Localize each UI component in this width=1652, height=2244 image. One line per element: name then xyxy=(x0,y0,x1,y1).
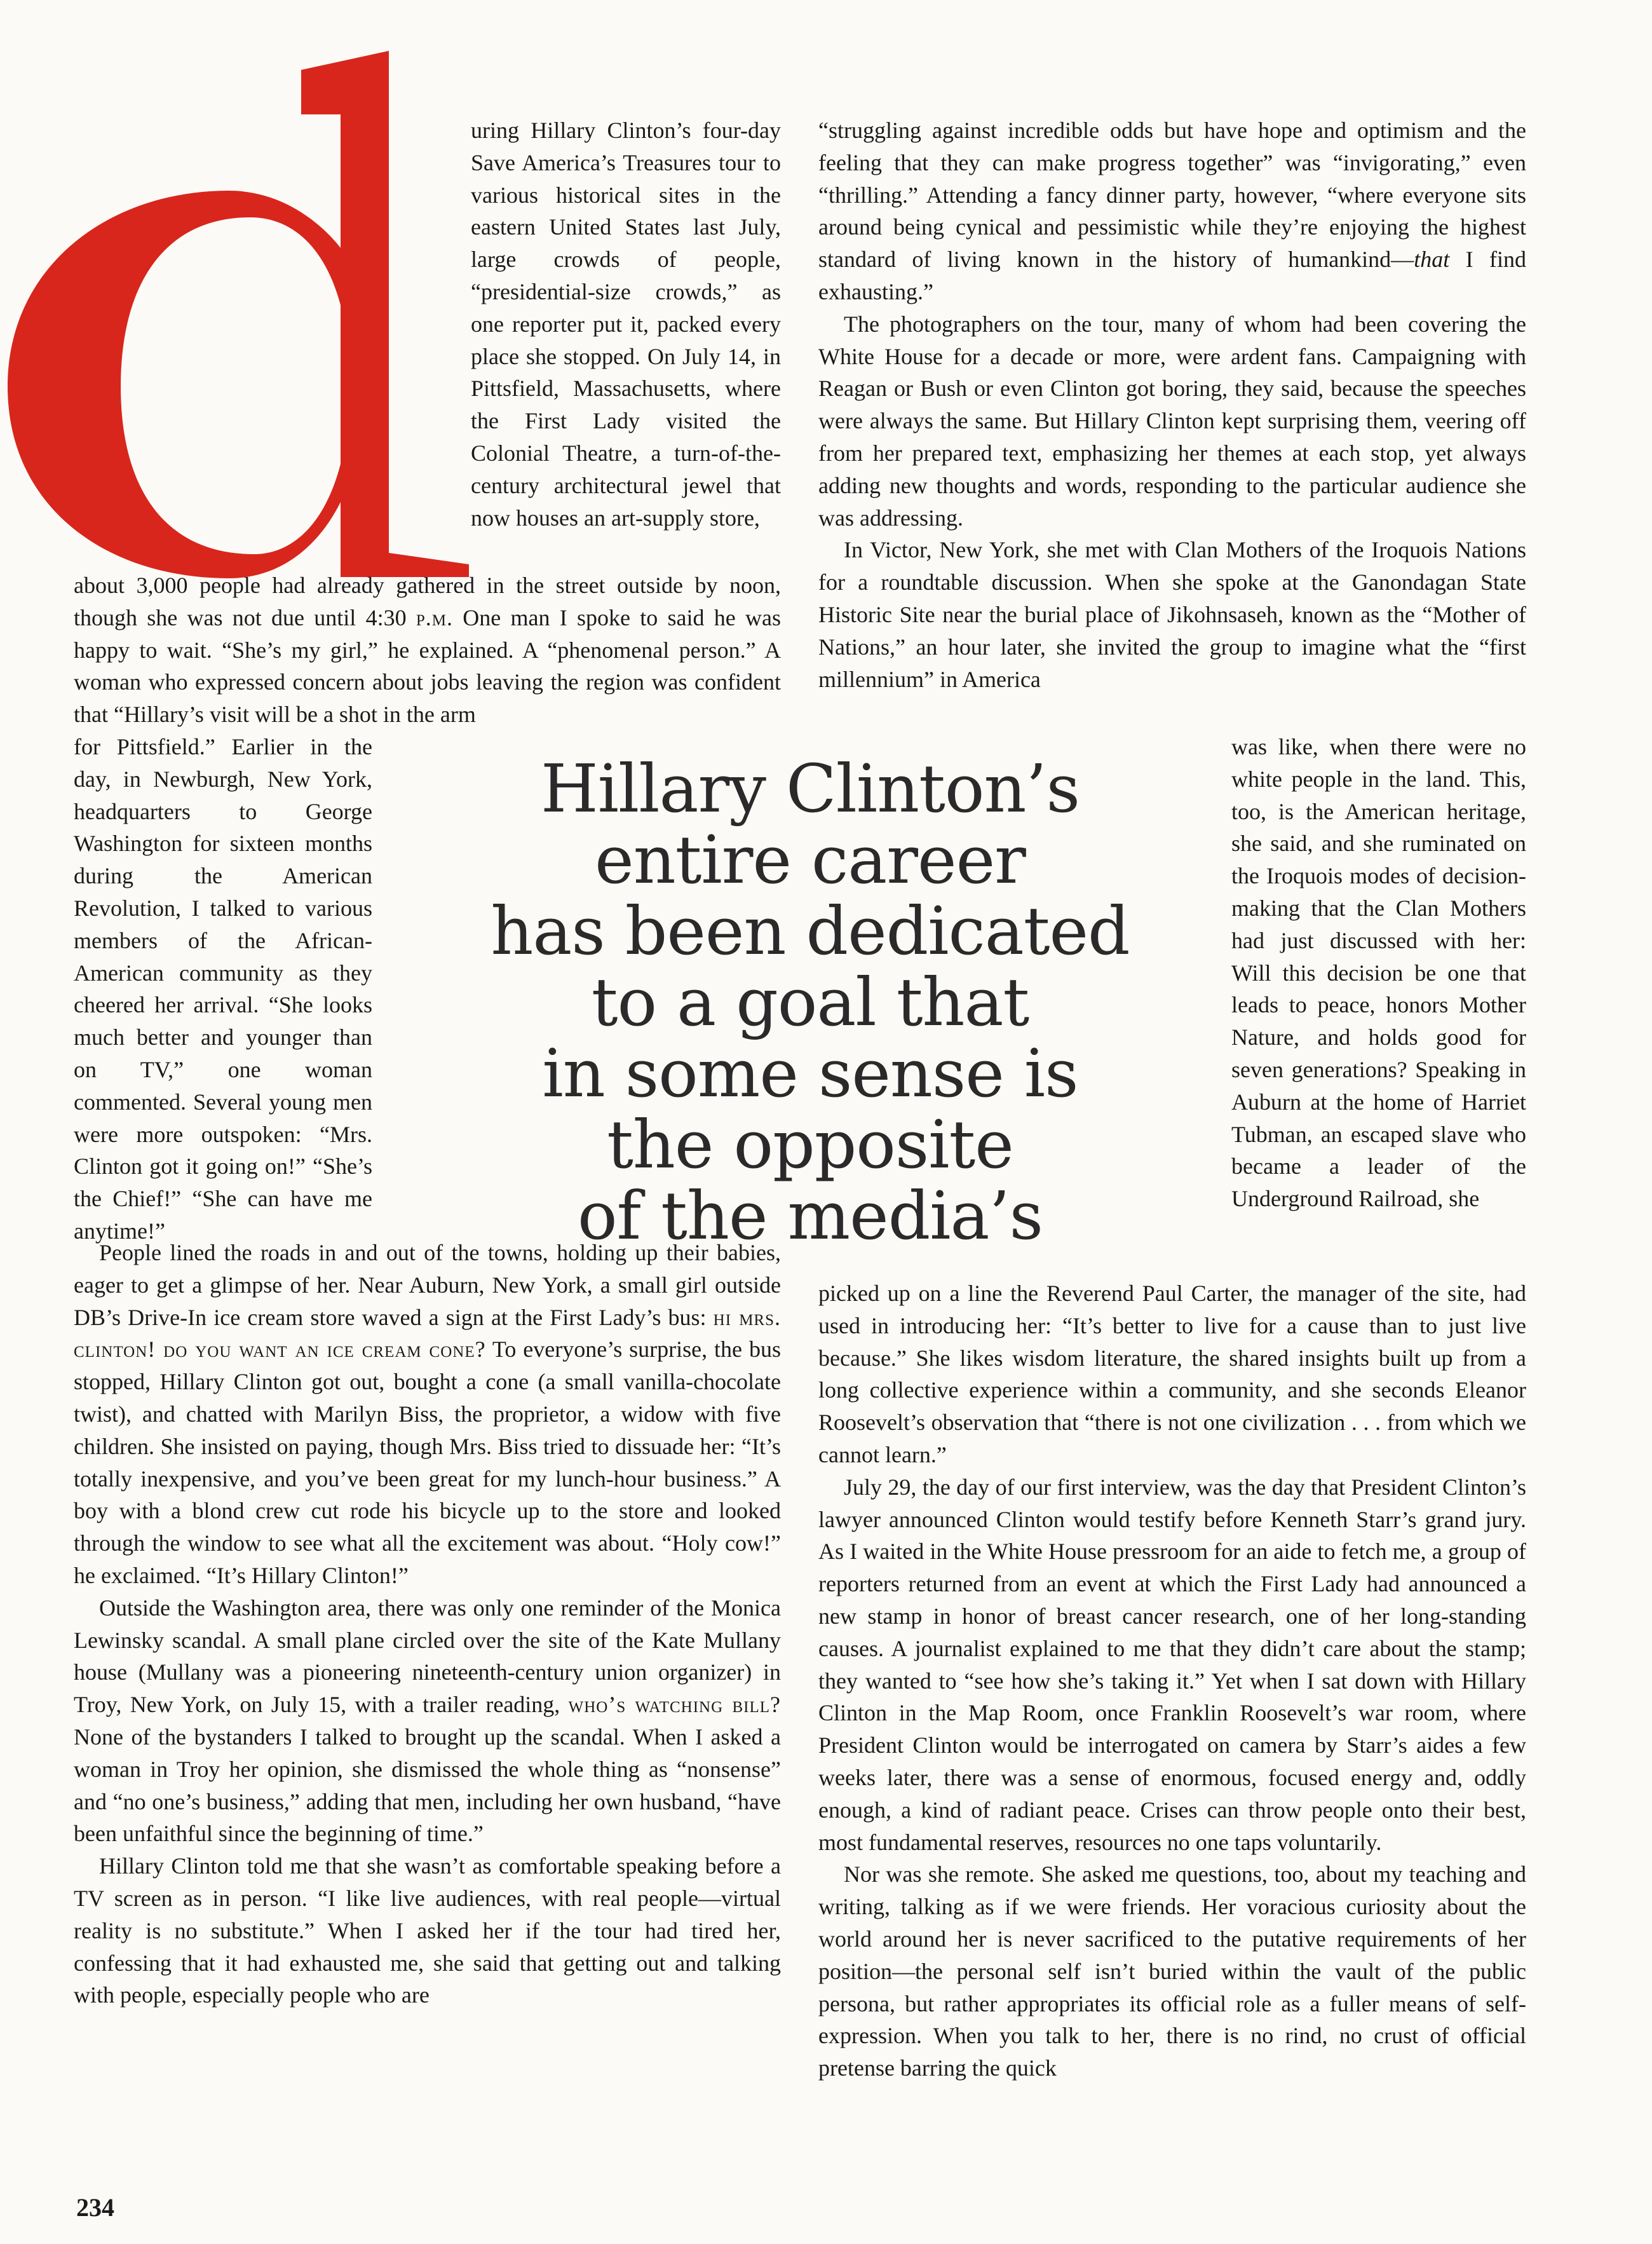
left-narrow-column xyxy=(74,731,372,1248)
pull-quote-line: has been dedicated xyxy=(491,892,1130,970)
intro-wide-pm: p.m. xyxy=(416,604,453,630)
paragraph-outside xyxy=(74,1592,781,1850)
drop-cap-letter xyxy=(0,19,483,578)
outside-sign-text: who’s watching bill? xyxy=(568,1692,781,1718)
right-narrow-text: was like, when there were no white people in the land. This, too, is the American heritage, she said, and she ruminated on the Iroquois modes of decision-making that the Clan Mothers had just discussed with her: Will this decision be one that leads to peace, honors Mother Nature, and holds good for seven generations? Speaking in Auburn at the home of Harriet Tubman, an escaped slave who became a leader of the Underground Railroad, she xyxy=(1231,734,1526,1212)
page-number: 234 xyxy=(76,2193,114,2222)
pull-quote-line: the opposite xyxy=(607,1106,1013,1183)
right-narrow-column xyxy=(1231,731,1526,1215)
roads-sign-text: hi mrs. clinton! do you want an ice cream cone? xyxy=(74,1304,782,1363)
paragraph-victor: In Victor, New York, she met with Clan Mothers of the Iroquois Nations for a roundtable discussion. When she spoke at the Ganondagan State Historic Site near the burial place of Jikohnsaseh, known as the “Mother of Nations,” an hour later, she invited the group to imagine what the “first millennium” in America xyxy=(818,537,1526,692)
pull-quote-line: to a goal that xyxy=(591,963,1029,1041)
paragraph-carter: picked up on a line the Reverend Paul Carter, the manager of the site, had used in introducing her: “It’s better to live for a cause than to just live because.” She likes wisdom literature, the shared insights built up from a long collective experience within a community, and she seconds Eleanor Roosevelt’s observation that “there is not one civilization . . . from which we cannot learn.” xyxy=(818,1281,1526,1467)
right-lower-column xyxy=(818,1277,1526,2084)
struggling-text-b: I find exhausting.” xyxy=(818,247,1527,304)
pull-quote-line: entire career xyxy=(595,821,1026,899)
intro-narrow-column xyxy=(471,114,781,534)
paragraph-photographers: The photographers on the tour, many of whom had been covering the White House for a decade or more, were ardent fans. Campaigning with Reagan or Bush or even Clinton got boring, they said, because the speeches were always the same. But Hillary Clinton kept surprising them, veering off from her prepared text, emphasizing her themes at each stop, yet always adding new thoughts and words, responding to the particular audience she was addressing. xyxy=(818,311,1526,531)
left-narrow-text: for Pittsfield.” Earlier in the day, in Newburgh, New York, headquarters to George Washington for sixteen months during the American Revolution, I talked to various members of the African-American community as they cheered her arrival. “She looks much better and younger than on TV,” one woman commented. Several young men were more outspoken: “Mrs. Clinton got it going on!” “She’s the Chief!” “She can have me anytime!” xyxy=(74,734,372,1244)
roads-text-a: People lined the roads in and out of the towns, holding up their babies, eager to get a glimpse of her. Near Auburn, New York, a small girl outside DB’s Drive-In ice cream store waved a sign at the First Lady’s bus: xyxy=(74,1240,781,1330)
paragraph-remote: Nor was she remote. She asked me questions, too, about my teaching and writing, talking as if we were friends. Her voracious curiosity about the world around her is never sacrificed to the putative requirements of her position—the personal self isn’t buried within the vault of the public persona, but rather appropriates its official role as a fuller means of self-expression. When you talk to her, there is no rind, no crust of official pretense barring the quick xyxy=(818,1861,1526,2081)
outside-text-b: None of the bystanders I talked to brought up the scandal. When I asked a woman in Troy her opinion, she dismissed the whole thing as “nonsense” and “no one’s business,” adding that men, including her own husband, “have been unfaithful since the beginning of time.” xyxy=(74,1724,781,1847)
right-upper-column xyxy=(818,114,1526,695)
struggling-emphasis: that xyxy=(1414,247,1450,273)
intro-wide-text-a: about 3,000 people had already gathered in the street outside by noon, though she was not due until 4:30 xyxy=(74,573,781,630)
pull-quote-line: in some sense is xyxy=(542,1035,1078,1112)
intro-wide-text-b: One man I spoke to said he was happy to wait. “She’s my girl,” he explained. A “phenomenal person.” A woman who expressed concern about jobs leaving the region was confident that “Hillary’s visit will be a shot in the arm xyxy=(74,604,782,728)
paragraph-july29: July 29, the day of our first interview, was the day that President Clinton’s lawyer announced Clinton would testify before Kenneth Starr’s grand jury. As I waited in the White House pressroom for an aide to fetch me, a group of reporters returned from an event at which the First Lady had announced a new stamp in honor of breast cancer research, one of her long-standing causes. A journalist explained to me that they didn’t care about the stamp; they wanted to “see how she’s taking it.” Yet when I sat down with Hillary Clinton in the Map Room, once Franklin Roosevelt’s war room, where President Clinton would be interrogated on camera by Starr’s aides a few weeks later, there was a sense of enormous, focused energy and, oddly enough, a kind of radiant peace. Crises can throw people onto their best, most fundamental reserves, resources no one taps voluntarily. xyxy=(818,1474,1526,1855)
intro-wide-column xyxy=(74,569,781,731)
paragraph-roads xyxy=(74,1237,781,1592)
struggling-text-a: “struggling against incredible odds but have hope and optimism and the feeling that they can make progress together” was “invigorating,” even “thrilling.” Attending a fancy dinner party, however, “where everyone sits around being cynical and pessimistic while they’re enjoying the highest standard of living known in the history of humankind— xyxy=(818,118,1526,273)
outside-text-a: Outside the Washington area, there was only one reminder of the Monica Lewinsky scandal. A small plane circled over the site of the Kate Mullany house (Mullany was a pioneering nineteenth-century union organizer) in Troy, New York, on July 15, with a trailer reading, xyxy=(74,1595,781,1718)
left-lower-column xyxy=(74,1237,781,2011)
pull-quote-line: of the media’s xyxy=(578,1177,1043,1255)
paragraph-struggling xyxy=(818,114,1526,308)
pull-quote-line: Hillary Clinton’s xyxy=(541,750,1080,827)
intro-narrow-text: uring Hillary Clinton’s four-day Save America’s Treasures tour to various historical sites in the eastern United States last July, large crowds of people, “presidential-size crowds,” as one reporter put it, packed every place she stopped. On July 14, in Pittsfield, Massachusetts, where the First Lady visited the Colonial Theatre, a turn-of-the-century architectural jewel that now houses an art-supply store, xyxy=(471,118,781,531)
roads-text-b: To everyone’s surprise, the bus stopped, Hillary Clinton got out, bought a cone (a small vanilla-chocolate twist), and chatted with Marilyn Biss, the proprietor, a widow with five children. She insisted on paying, though Mrs. Biss tried to dissuade her: “It’s totally inexpensive, and you’ve been great for my lunch-hour business.” A boy with a blond crew cut rode his bicycle up to the store and looked through the window to see what all the excitement was about. “Holy cow!” he exclaimed. “It’s Hillary Clinton!” xyxy=(74,1336,781,1588)
intro-wide-paragraph xyxy=(74,569,781,731)
drop-cap-shape xyxy=(8,51,469,578)
pull-quote xyxy=(400,750,1220,1255)
paragraph-tv: Hillary Clinton told me that she wasn’t as comfortable speaking before a TV screen as in person. “I like live audiences, with real people—virtual reality is no substitute.” When I asked her if the tour had tired her, confessing that it had exhausted me, she said that getting out and talking with people, especially people who are xyxy=(74,1853,781,2008)
